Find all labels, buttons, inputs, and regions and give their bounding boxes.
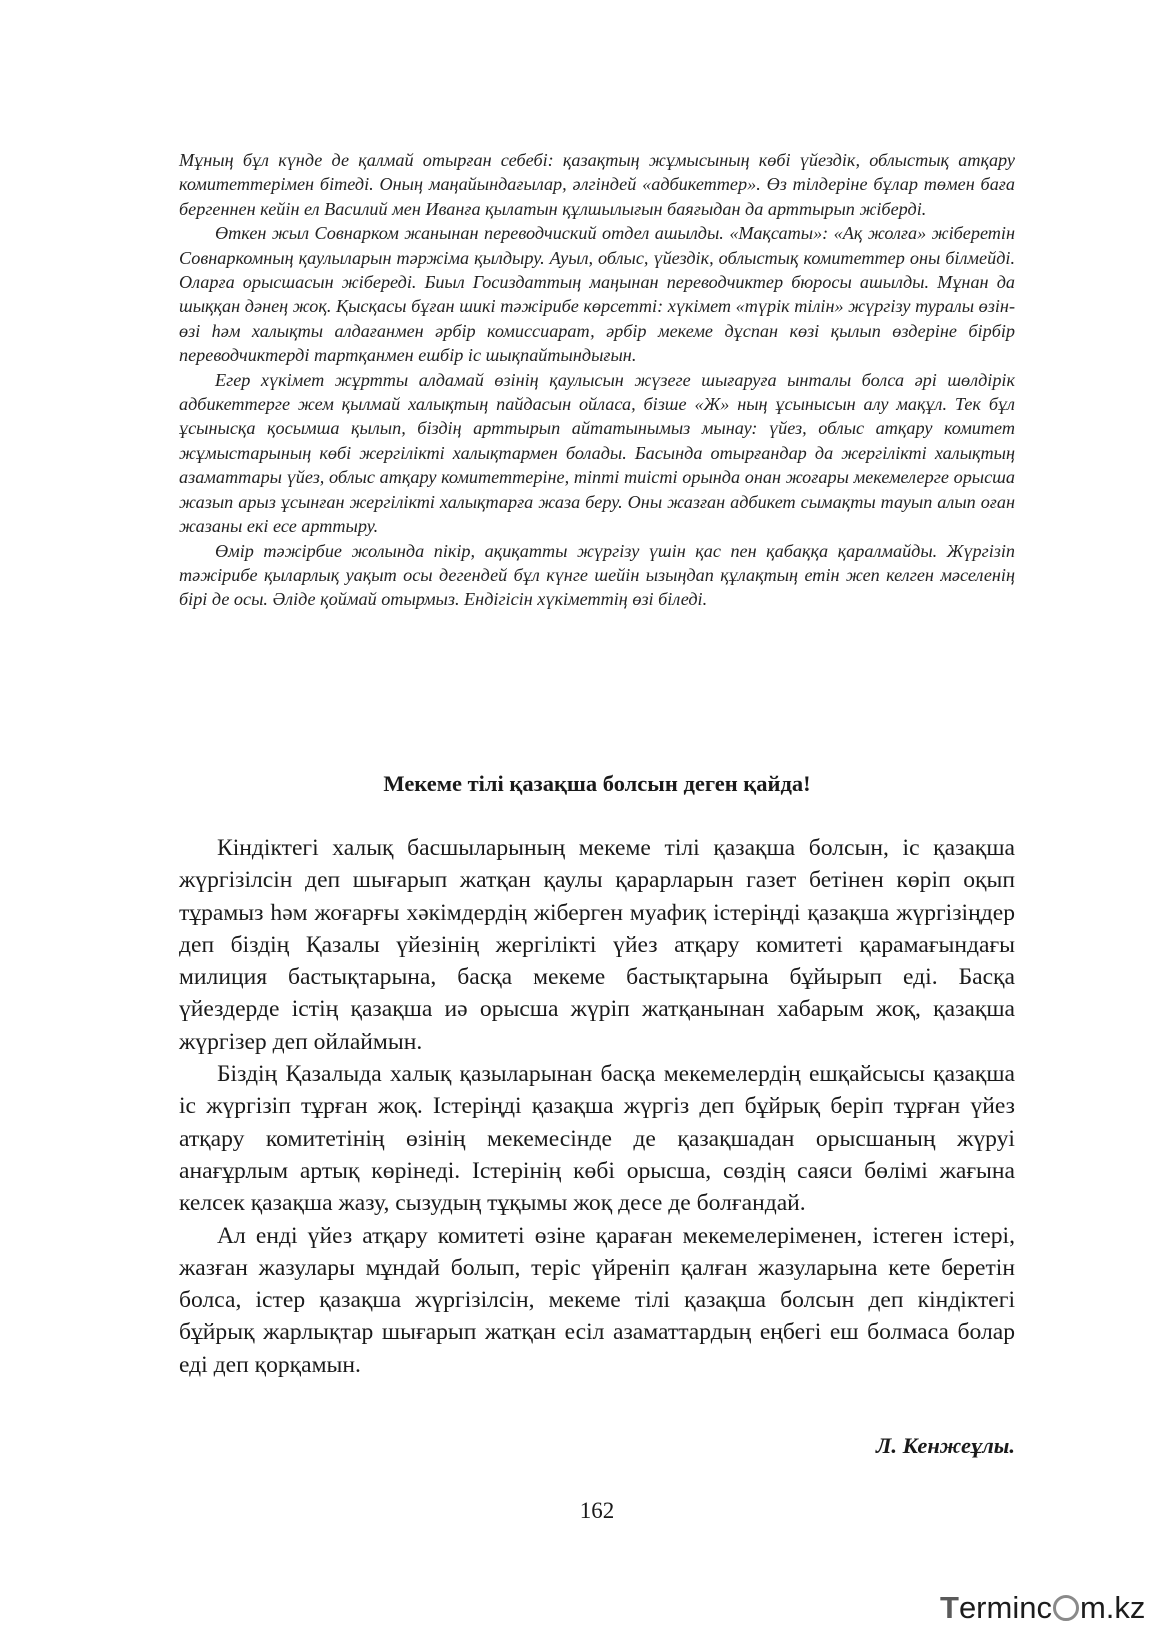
body-paragraph-1: Кіндіктегі халық басшыларының мекеме тілі қазақша болсын, іс қазақша жүргізілсін деп шығарып жатқан қаулы қарарларын газет бетінен көріп оқып тұрамыз һәм жоғарғы хәкімдердің жіберген муафиқ істеріңді қазақша жүргізіңдер деп біздің Қазалы үйезінің жергілікті үйез атқару комитеті қарамағындағы милиция бастықтарына, басқа мекеме бастықтарына бұйырып еді. Басқа үйездерде істің қазақша иә орысша жүріп жатқанынан хабарым жоқ, қазақша жүргізер деп ойлаймын. bbox=[179, 835, 1015, 1055]
article-heading: Мекеме тілі қазақша болсын деген қайда! bbox=[383, 771, 811, 796]
intro-paragraph-2: Өткен жыл Совнарком жанынан переводчиский отдел ашылды. «Мақсаты»: «Ақ жолға» жіберетін Совнаркомның қаулыларын тәржіма қылдыру. Ауыл, облыс, үйездік, облыстық комитеттер оны білмейді. Оларға орысшасын жібереді. Биыл Госиздаттың маңынан переводчиктер бюросы ашылды. Мұнан да шыққан дәнең жоқ. Қысқасы бұған шикі тәжірибе көрсетті: хүкімет «түрік тілін» жүргізу туралы өзін-өзі һәм халықты алдағанмен әрбір комиссиарат, әрбір мекеме дұспан көзі қылып өздеріне бірбір переводчиктерді тартқанмен ешбір іс шықпайтындығын. bbox=[179, 223, 1015, 366]
watermark-lead-letter: T bbox=[940, 1590, 959, 1625]
article-body bbox=[179, 832, 1015, 1381]
termincom-watermark-logo bbox=[940, 1588, 1152, 1628]
body-paragraph-2: Біздің Қазалыда халық қазыларынан басқа мекемелердің ешқайсысы қазақша іс жүргізіп тұрған жоқ. Істеріңді қазақша жүргіз деп бұйрық беріп тұрған үйез атқару комитетінің өзінің мекемесінде де қазақшадан орысшаның жүруі анағұрлым артық көрінеді. Істерінің көбі орысша, сөздің саяси бөлімі жағына келсек қазақша жазу, сызудың тұқымы жоқ десе де болғандай. bbox=[179, 1061, 1015, 1217]
watermark-circle-icon bbox=[1053, 1595, 1079, 1621]
intro-paragraph-3: Егер хүкімет жұртты алдамай өзінің қаулысын жүзеге шығаруға ынталы болса әрі шөлдірік адбикеттерге жем қылмай халықтың пайдасын ойласа, бізше «Ж» ның ұсынысын алу мақұл. Тек бұл ұсынысқа қосымша қылып, біздің арттырып айтатынымыз мынау: үйез, облыс атқару комитет жұмыстарының көбі жергілікті халықтармен болады. Басында отырғандар да жергілікті халықтың азаматтары үйез, облыс атқару комитеттеріне, тіпті тиісті орында онан жоғары мекемелерге орысша жазып арыз ұсынған жергілікті халықтарға жаза беру. Оны жазған адбикет сымақты тауып алып оған жазаны екі есе арттыру. bbox=[179, 369, 1015, 537]
intro-paragraph-1: Мұның бұл күнде де қалмай отырған себебі: қазақтың жұмысының көбі үйездік, облыстық атқару комитеттерімен бітеді. Оның маңайындағылар, әлгіндей «адбикеттер». Өз тілдеріне бұлар төмен баға бергеннен кейін ел Василий мен Иванға қылатын құлшылығын баяғыдан да арттырып жіберді. bbox=[179, 150, 1015, 219]
author-signature: Л. Кенжеұлы. bbox=[875, 1433, 1015, 1458]
intro-italic-text bbox=[179, 148, 1015, 612]
watermark-text-part-2: m.kz bbox=[1079, 1590, 1146, 1625]
intro-paragraph-4: Өмір тәжірбие жолында пікір, ақиқатты жүргізу үшін қас пен қабаққа қаралмайды. Жүргізіп тәжірибе қыларлық уақыт осы дегендей бұл күнге шейін ызыңдап құлақтың етін жеп келген мәселенің бірі де осы. Әліде қоймай отырмыз. Ендігісін хүкіметтің өзі біледі. bbox=[179, 540, 1015, 610]
page-number: 162 bbox=[579, 1498, 615, 1523]
body-paragraph-3: Ал енді үйез атқару комитеті өзіне қараған мекемелеріменен, істеген істері, жазған жазулары мұндай болып, теріс үйреніп қалған жазуларына кете беретін болса, істер қазақша жүргізілсін, мекеме тілі қазақша болсын деп кіндіктегі бұйрық жарлықтар шығарып жатқан есіл азаматтардың еңбегі еш болмаса болар еді деп қорқамын. bbox=[179, 1222, 1015, 1378]
watermark-text-part-1: erminc bbox=[958, 1590, 1052, 1625]
